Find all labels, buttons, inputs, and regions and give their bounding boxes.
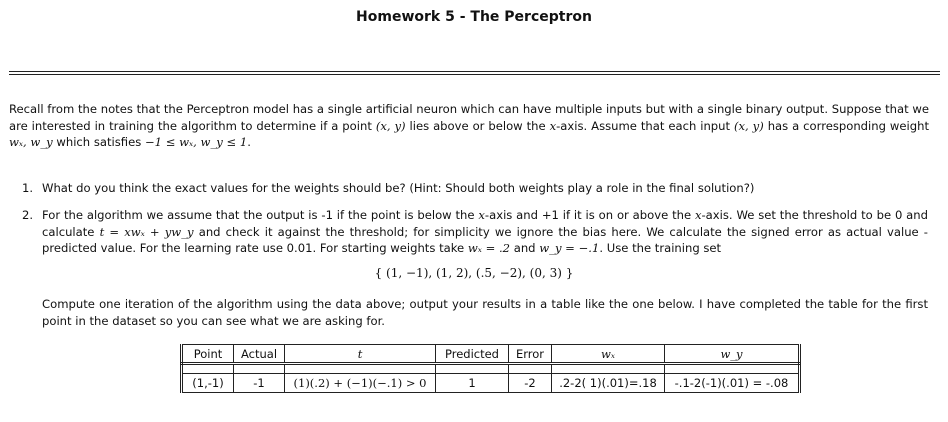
header-t: t: [285, 345, 436, 364]
cell-point: (1,-1): [182, 374, 234, 393]
question-2-number: 2.: [22, 208, 34, 222]
question-1: [22, 180, 928, 197]
cell-actual: -1: [234, 374, 285, 393]
table-row: [182, 374, 800, 393]
cell-error: -2: [509, 374, 552, 393]
compute-instructions: Compute one iteration of the algorithm using the data above; output your results in a table like the one below. I have completed the table for the first point in the dataset so you can see what we are asking for.: [42, 297, 928, 328]
question-1-text: What do you think the exact values for the weights should be? (Hint: Should both weights play a role in the final solution?): [42, 181, 755, 195]
question-2-text: For the algorithm we assume that the output is -1 if the point is below the x-axis and +1 if it is on or above the x-axis. We set the threshold to be 0 and calculate t = xwₓ + yw_y and check it against the threshold; for simplicity we ignore the bias here. We calculate the signed error as actual value - predicted value. For the learning rate use 0.01. For starting weights take wₓ = .2 and w_y = −.1. Use the training set: [42, 208, 928, 255]
header-error: Error: [509, 345, 552, 364]
header-actual: Actual: [234, 345, 285, 364]
cell-t: (1)(.2) + (−1)(−.1) > 0: [285, 374, 436, 393]
training-set: { (1, −1), (1, 2), (.5, −2), (0, 3) }: [374, 266, 574, 280]
header-wx: wₓ: [552, 345, 665, 364]
results-table: [180, 344, 801, 393]
table-gap-row: [182, 364, 800, 374]
title-rule-bottom: [9, 74, 940, 75]
cell-wx: .2-2( 1)(.01)=.18: [552, 374, 665, 393]
header-wy: w_y: [665, 345, 800, 364]
question-1-number: 1.: [22, 181, 34, 195]
header-point: Point: [182, 345, 234, 364]
cell-wy: -.1-2(-1)(.01) = -.08: [665, 374, 800, 393]
cell-predicted: 1: [436, 374, 509, 393]
page-title: Homework 5 - The Perceptron: [356, 9, 592, 25]
title-rule-top: [9, 71, 940, 72]
header-predicted: Predicted: [436, 345, 509, 364]
intro-paragraph: Recall from the notes that the Perceptron model has a single artificial neuron which can have multiple inputs but with a single binary output. Suppose that we are interested in training the algorithm to determine if a point (x, y) lies above or below the x-axis. Assume that each input (x, y) has a corresponding weight wₓ, w_y which satisfies −1 ≤ wₓ, w_y ≤ 1.: [9, 102, 929, 149]
question-2: [22, 207, 928, 257]
table-header-row: [182, 345, 800, 364]
